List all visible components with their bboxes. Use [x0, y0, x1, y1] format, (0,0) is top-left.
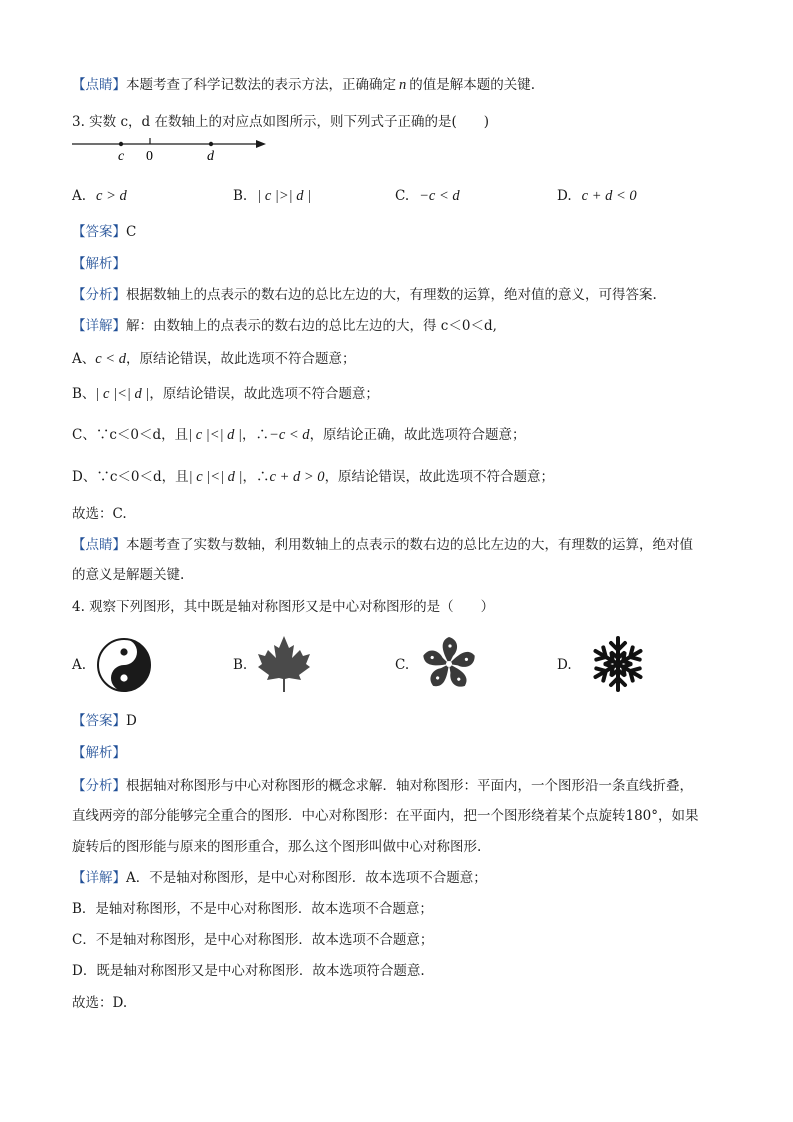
line-c-mid: ，∴ — [242, 427, 270, 443]
answer-value: C — [126, 224, 137, 240]
detail-text: 解：由数轴上的点表示的数右边的总比左边的大，得 c＜0＜d, — [126, 318, 497, 334]
q4-option-b-letter: B. — [233, 657, 248, 673]
line-b-post: ，原结论错误，故此选项不符合题意； — [149, 386, 379, 402]
q3-line-a — [72, 350, 355, 368]
dianjing-tag: 【点睛】 — [72, 77, 126, 93]
q4-choose: 故选：D. — [72, 995, 128, 1011]
dianjing-prev — [72, 76, 535, 94]
analysis-text: 根据轴对称图形与中心对称图形的概念求解．轴对称图形：平面内，一个图形沿一条直线折叠， — [126, 778, 693, 794]
q4-detail-a — [72, 869, 487, 887]
option-expr: −c < d — [419, 188, 460, 204]
label-c: c — [118, 149, 125, 164]
number-line — [72, 135, 272, 167]
q3-option-d — [557, 187, 637, 205]
q3-line-d — [72, 468, 554, 486]
q3-option-a — [72, 187, 127, 205]
q4-stem: 4. 观察下列图形，其中既是轴对称图形又是中心对称图形的是（ ） — [72, 599, 495, 615]
option-letter: C. — [395, 188, 410, 204]
option-expr: | c |>| d | — [257, 188, 312, 204]
dianjing-text-pre: 本题考查了科学记数法的表示方法，正确确定 — [126, 77, 396, 93]
q3-detail — [72, 317, 497, 335]
q3-option-c — [395, 187, 460, 205]
bauhinia-flower-icon — [419, 634, 479, 694]
dianjing-text-post: 的值是解本题的关键. — [409, 77, 536, 93]
line-d-pre: D、∵c＜0＜d，且 — [72, 469, 189, 485]
label-d: d — [207, 149, 214, 164]
q4-option-c-letter: C. — [395, 657, 410, 673]
analysis-tag: 【分析】 — [72, 287, 126, 303]
q4-option-d-letter: D. — [557, 657, 572, 673]
q4-analysis-line1 — [72, 777, 693, 795]
q3-jiexi: 【解析】 — [72, 256, 126, 272]
line-a-pre: A、 — [72, 351, 96, 367]
detail-a-text: A．不是轴对称图形，是中心对称图形．故本选项不合题意； — [126, 870, 487, 886]
label-zero: 0 — [146, 149, 153, 164]
q3-answer — [72, 223, 136, 241]
dianjing-text: 本题考查了实数与数轴，利用数轴上的点表示的数右边的总比左边的大，有理数的运算，绝对值 — [126, 537, 693, 553]
q3-stem: 3. 实数 c，d 在数轴上的对应点如图所示，则下列式子正确的是( ) — [72, 114, 489, 130]
point-d — [209, 142, 213, 146]
q3-line-c — [72, 426, 526, 444]
option-letter: A. — [72, 188, 87, 204]
q3-analysis — [72, 286, 657, 304]
line-b-math: | c |<| d | — [95, 386, 150, 402]
line-a-post: ，原结论错误，故此选项不符合题意； — [125, 351, 356, 367]
number-line-arrow — [256, 140, 266, 148]
snowflake-icon — [586, 634, 650, 694]
q3-option-b — [233, 187, 311, 205]
option-expr: c > d — [96, 188, 127, 204]
line-b-pre: B、 — [72, 386, 96, 402]
q3-dianjing-line1 — [72, 536, 693, 554]
line-d-post: ，原结论错误，故此选项不符合题意； — [324, 469, 555, 485]
q3-line-b — [72, 385, 379, 403]
line-d-math1: | c |<| d | — [188, 469, 243, 485]
analysis-tag: 【分析】 — [72, 778, 126, 794]
detail-tag: 【详解】 — [72, 318, 126, 334]
maple-leaf-icon — [256, 634, 312, 694]
q4-detail-d: D．既是轴对称图形又是中心对称图形．故本选项符合题意. — [72, 963, 425, 979]
q4-analysis-line3: 旋转后的图形能与原来的图形重合，那么这个图形叫做中心对称图形. — [72, 839, 482, 855]
point-c — [119, 142, 123, 146]
q4-analysis-line2: 直线两旁的部分能够完全重合的图形．中心对称图形：在平面内，把一个图形绕着某个点旋转180°，如果 — [72, 808, 699, 824]
dianjing-tag: 【点睛】 — [72, 537, 126, 553]
option-expr: c + d < 0 — [581, 188, 637, 204]
line-c-pre: C、∵c＜0＜d，且 — [72, 427, 189, 443]
q4-detail-c: C．不是轴对称图形，是中心对称图形．故本选项不合题意； — [72, 932, 434, 948]
yin-yang-icon — [96, 637, 152, 693]
line-c-math2: −c < d — [269, 427, 310, 443]
line-c-math1: | c |<| d | — [188, 427, 243, 443]
option-letter: B. — [233, 188, 248, 204]
q4-jiexi: 【解析】 — [72, 745, 126, 761]
option-letter: D. — [557, 188, 572, 204]
answer-tag: 【答案】 — [72, 224, 126, 240]
answer-tag: 【答案】 — [72, 713, 126, 729]
detail-tag: 【详解】 — [72, 870, 126, 886]
q3-choose: 故选：C. — [72, 506, 127, 522]
line-d-mid: ，∴ — [242, 469, 270, 485]
q4-answer — [72, 712, 137, 730]
q4-detail-b: B．是轴对称图形，不是中心对称图形．故本选项不合题意； — [72, 901, 433, 917]
math-n: n — [399, 77, 407, 93]
analysis-text: 根据数轴上的点表示的数右边的总比左边的大，有理数的运算，绝对值的意义，可得答案. — [126, 287, 657, 303]
line-c-post: ，原结论正确，故此选项符合题意； — [309, 427, 526, 443]
line-d-math2: c + d > 0 — [269, 469, 325, 485]
answer-value: D — [126, 713, 137, 729]
q3-dianjing-line2: 的意义是解题关键. — [72, 567, 185, 583]
q4-option-a-letter: A. — [72, 657, 87, 673]
line-a-math: c < d — [95, 351, 126, 367]
